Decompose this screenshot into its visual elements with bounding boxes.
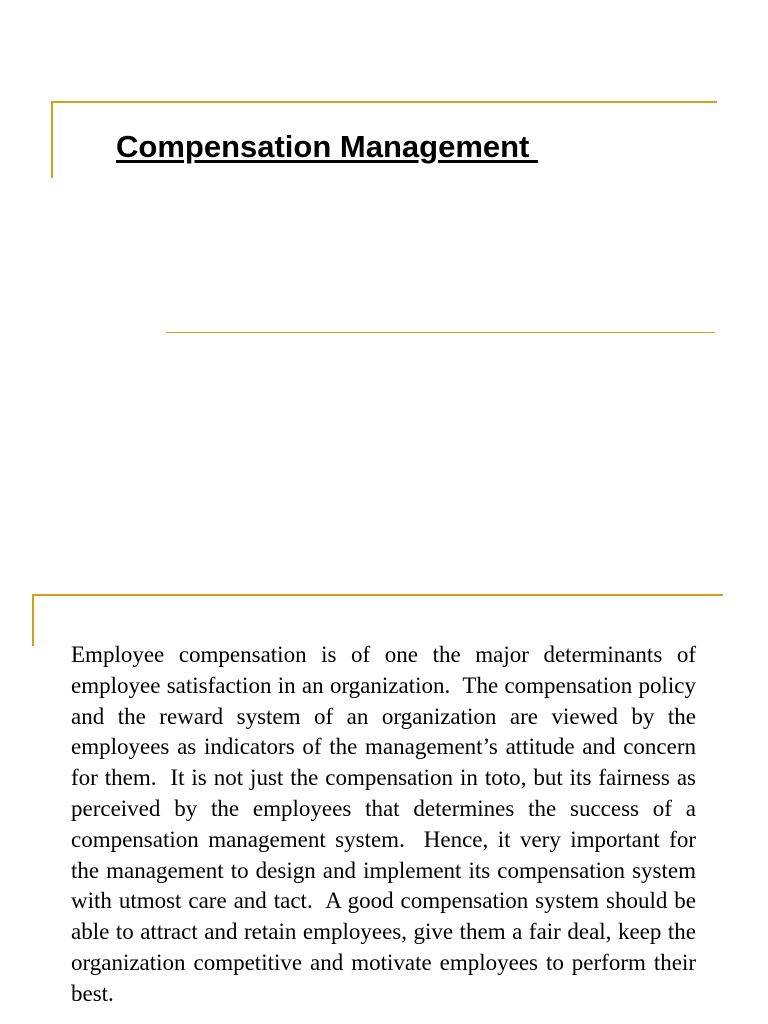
title-left-rule bbox=[51, 101, 53, 178]
content-slide bbox=[0, 580, 768, 1024]
body-paragraph: Employee compensation is of one the major determinants of employee satisfaction in an organization. The compensation policy and the reward system of an organization are viewed by the employees as indicators of the management’s attitude and concern for them. It is not just the compensation in toto, but its fairness as perceived by the employees that determines the success of a compensation management system. Hence, it very important for the management to design and implement its compensation system with utmost care and tact. A good compensation system should be able to attract and retain employees, give them a fair deal, keep the organization competitive and motivate employees to perform their best. bbox=[71, 642, 702, 1006]
slide-title: Compensation Management bbox=[116, 129, 538, 164]
content-left-rule bbox=[32, 594, 34, 646]
title-top-rule bbox=[51, 101, 717, 103]
content-top-rule bbox=[32, 594, 723, 596]
title-divider-rule bbox=[166, 332, 715, 333]
